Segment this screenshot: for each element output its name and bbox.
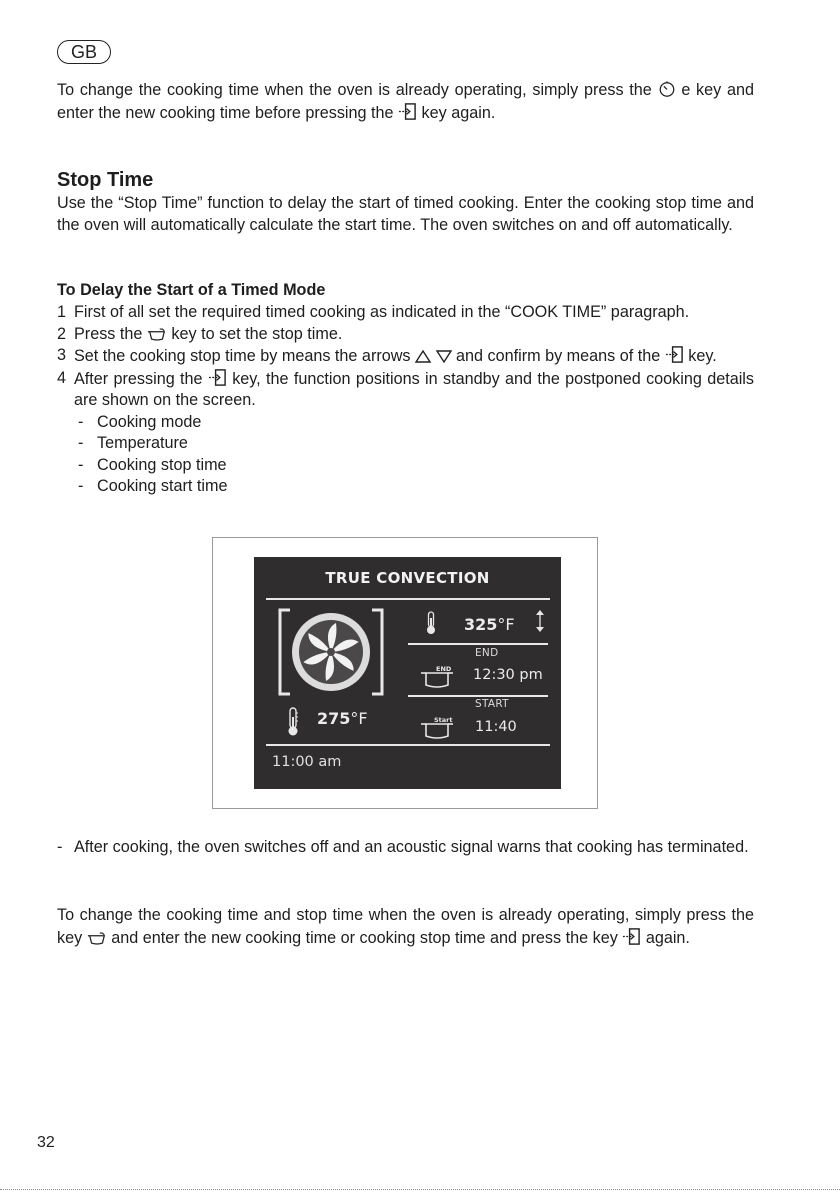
step-4 bbox=[57, 368, 754, 412]
step-text-post: key, the function positions in standby and the postponed cooking details are shown on the screen. bbox=[74, 369, 754, 409]
details-block bbox=[57, 412, 754, 498]
step-number: 1 bbox=[57, 303, 67, 321]
list-item: - Temperature bbox=[78, 434, 188, 452]
step-text bbox=[74, 368, 754, 412]
stop-time-heading: Stop Time bbox=[57, 169, 154, 191]
change-note-mid: and enter the new cooking time or cooking stop time and press the key bbox=[111, 928, 618, 947]
current-temperature: 275°F bbox=[317, 709, 368, 728]
confirm-key-icon bbox=[622, 927, 641, 946]
adjust-arrows-icon bbox=[535, 609, 545, 633]
step-text-mid: and confirm by means of the bbox=[456, 347, 661, 365]
step-text: First of all set the required timed cooking as indicated in the “COOK TIME” paragraph. bbox=[74, 303, 690, 321]
details-list bbox=[78, 412, 227, 498]
step-number: 2 bbox=[57, 324, 67, 343]
fan-icon bbox=[276, 606, 386, 706]
step-text-pre: After pressing the bbox=[74, 369, 203, 388]
stop-time-pot-icon bbox=[147, 327, 167, 342]
intro-part2: e key and enter the new cooking time before pressing the bbox=[57, 81, 755, 122]
stop-time-pot-icon bbox=[87, 931, 107, 946]
start-label: START bbox=[475, 698, 509, 710]
set-temperature: 325°F bbox=[464, 615, 515, 634]
confirm-key-icon bbox=[398, 102, 417, 121]
step-number: 4 bbox=[57, 368, 67, 387]
oven-display-screen bbox=[254, 557, 561, 789]
timer-icon bbox=[658, 80, 676, 98]
step-text bbox=[74, 345, 754, 368]
arrow-down-icon bbox=[436, 349, 452, 364]
end-icon-label: END bbox=[436, 665, 452, 673]
page-number: 32 bbox=[37, 1134, 55, 1151]
current-temperature-thermometer-icon bbox=[286, 707, 300, 737]
top-divider bbox=[266, 598, 550, 600]
cooking-mode-title: TRUE CONVECTION bbox=[325, 569, 490, 587]
bottom-divider bbox=[266, 744, 550, 746]
step-text-post: key. bbox=[688, 347, 717, 365]
arrow-up-icon bbox=[415, 349, 431, 364]
intro-paragraph bbox=[57, 80, 754, 124]
after-cooking-note bbox=[57, 837, 754, 859]
mid-divider bbox=[408, 643, 548, 645]
change-note-post: again. bbox=[645, 928, 690, 947]
step-text-pre: Press the bbox=[74, 324, 143, 343]
step-2 bbox=[57, 324, 754, 346]
after-cooking-text: After cooking, the oven switches off and an acoustic signal warns that cooking has terminated. bbox=[74, 838, 749, 856]
confirm-key-icon bbox=[665, 345, 684, 364]
step-number: 3 bbox=[57, 346, 67, 364]
clock-time: 11:00 am bbox=[272, 754, 342, 770]
confirm-key-icon bbox=[208, 368, 227, 387]
stop-time-description: Use the “Stop Time” function to delay the start of timed cooking. Enter the cooking stop time and the oven will automatically calculate the start time. The oven switches on and off automatically. bbox=[57, 194, 754, 234]
change-note-pre: To change the cooking time and stop time when the oven is already operating, simply press the key bbox=[57, 906, 754, 947]
oven-display-figure bbox=[212, 537, 598, 809]
note-dash: - bbox=[57, 838, 63, 856]
list-item: - Cooking start time bbox=[78, 477, 228, 495]
step-1 bbox=[57, 302, 754, 324]
list-item: - Cooking stop time bbox=[78, 455, 227, 474]
end-pot-icon bbox=[419, 664, 459, 692]
end-time: 12:30 pm bbox=[473, 667, 543, 683]
intro-part1: To change the cooking time when the oven is already operating, simply press the bbox=[57, 81, 652, 99]
list-item: - Cooking mode bbox=[78, 412, 202, 431]
intro-part3: key again. bbox=[421, 103, 496, 122]
step-text bbox=[74, 324, 754, 346]
set-temperature-thermometer-icon bbox=[424, 611, 438, 635]
step-text-post: key to set the stop time. bbox=[171, 324, 343, 343]
mid-divider-2 bbox=[408, 695, 548, 697]
start-icon-label: Start bbox=[434, 716, 453, 724]
page-bottom-rule bbox=[0, 1189, 840, 1190]
start-time: 11:40 bbox=[475, 719, 517, 735]
change-time-note bbox=[57, 905, 754, 949]
step-text-pre: Set the cooking stop time by means the arrows bbox=[74, 347, 411, 365]
delay-heading: To Delay the Start of a Timed Mode bbox=[57, 281, 326, 299]
end-label: END bbox=[475, 647, 499, 659]
step-3 bbox=[57, 345, 754, 368]
steps-list bbox=[57, 302, 754, 498]
language-badge: GB bbox=[57, 40, 111, 64]
start-pot-icon bbox=[419, 715, 459, 743]
